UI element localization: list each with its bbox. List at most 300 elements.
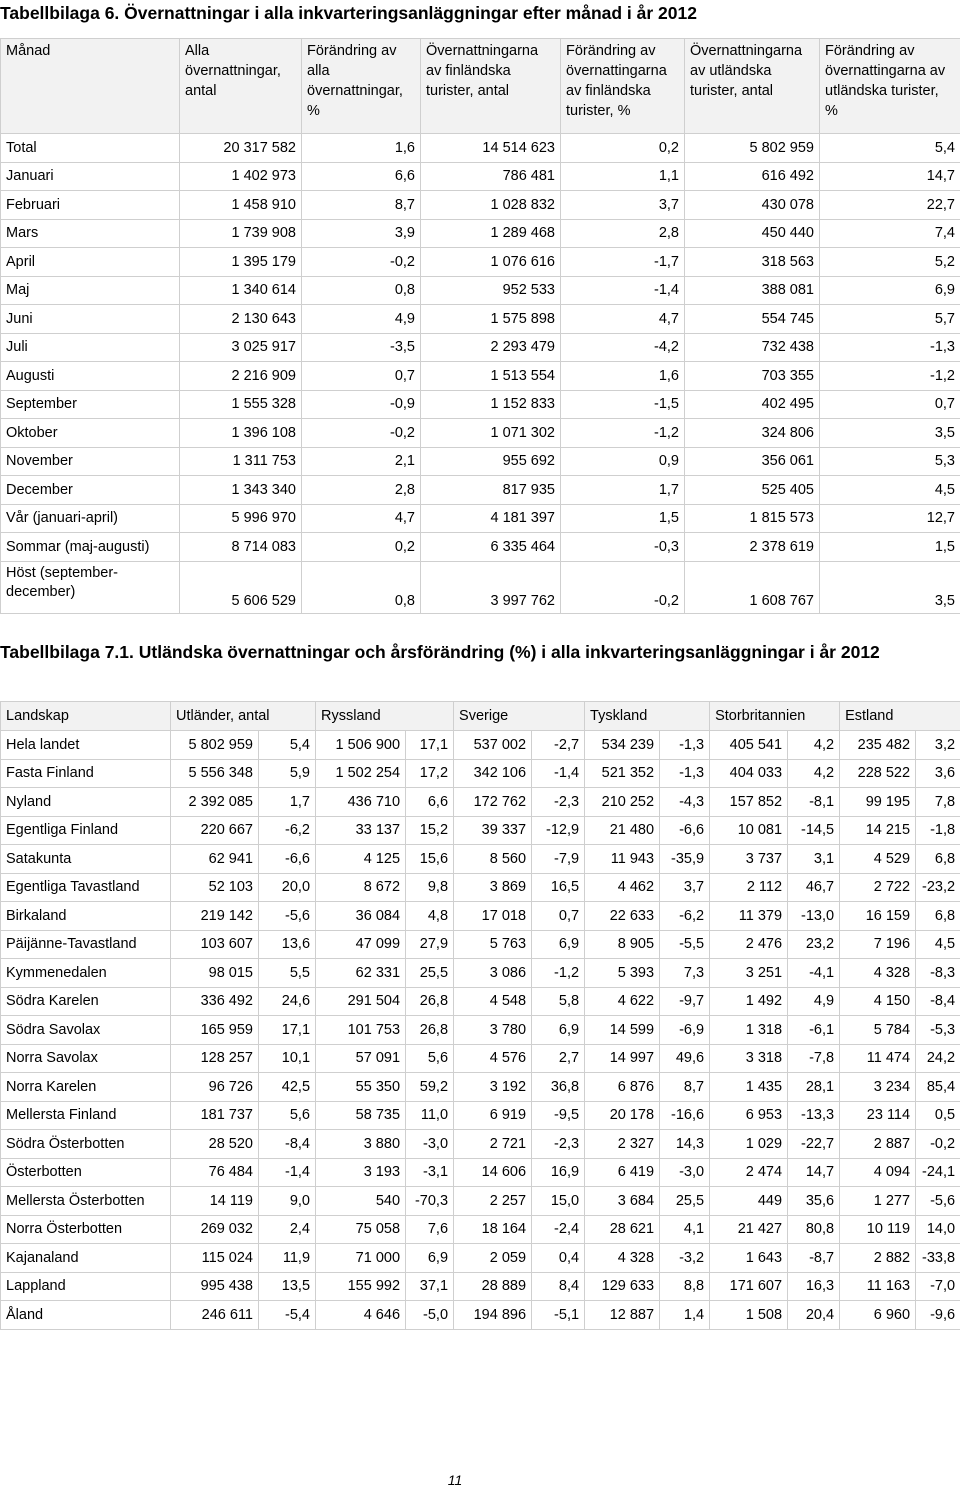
table-cell: 15,6 — [406, 845, 454, 874]
table-cell: 4,5 — [820, 476, 960, 505]
table-cell: 9,0 — [259, 1187, 316, 1216]
table-cell: 1 435 — [710, 1073, 788, 1102]
table-cell: 6 876 — [585, 1073, 660, 1102]
table-cell: -16,6 — [660, 1101, 710, 1130]
table-cell: 3 318 — [710, 1044, 788, 1073]
table-row — [1, 1244, 960, 1273]
table-cell: -5,5 — [660, 930, 710, 959]
table-cell: 24,6 — [259, 987, 316, 1016]
table-cell: 6,8 — [916, 845, 960, 874]
table-cell: 2 722 — [840, 873, 916, 902]
table-cell: 1 575 898 — [421, 305, 561, 334]
table-cell: -7,8 — [788, 1044, 840, 1073]
table-cell: 2 293 479 — [421, 333, 561, 362]
table-cell: 5,5 — [259, 959, 316, 988]
table-cell: -6,6 — [660, 816, 710, 845]
table-cell: 22,7 — [820, 191, 960, 220]
table-cell: 5 802 959 — [171, 731, 259, 760]
table-row — [1, 362, 960, 391]
table-cell: -2,7 — [532, 731, 585, 760]
table-cell: 2 882 — [840, 1244, 916, 1273]
table-row — [1, 1101, 960, 1130]
table-cell: -1,4 — [532, 759, 585, 788]
table-cell: -1,4 — [259, 1158, 316, 1187]
table-cell: 11,0 — [406, 1101, 454, 1130]
row-label: December — [1, 476, 180, 505]
table-cell: 5,2 — [820, 248, 960, 277]
table-cell: -70,3 — [406, 1187, 454, 1216]
table-cell: -9,6 — [916, 1301, 960, 1330]
table-cell: -8,4 — [916, 987, 960, 1016]
table-cell: 2 476 — [710, 930, 788, 959]
table-cell: 17 018 — [454, 902, 532, 931]
table-cell: 4 529 — [840, 845, 916, 874]
column-header: Förändring av övernattingarna av finländska turister, % — [561, 39, 685, 134]
table-cell: -9,5 — [532, 1101, 585, 1130]
table-cell: 1,7 — [259, 788, 316, 817]
table-cell: 1 458 910 — [180, 191, 302, 220]
row-label: Mellersta Finland — [1, 1101, 171, 1130]
table-cell: 1 277 — [840, 1187, 916, 1216]
table-cell: 16 159 — [840, 902, 916, 931]
table-cell: 128 257 — [171, 1044, 259, 1073]
table-row — [1, 504, 960, 533]
table-cell: 14 997 — [585, 1044, 660, 1073]
table2-header-row — [1, 702, 960, 731]
table-cell: 4 094 — [840, 1158, 916, 1187]
row-label: Satakunta — [1, 845, 171, 874]
column-header: Ryssland — [316, 702, 454, 731]
table-cell: 62 331 — [316, 959, 406, 988]
table-cell: 2,8 — [561, 219, 685, 248]
table-row — [1, 248, 960, 277]
table-cell: 4,5 — [916, 930, 960, 959]
table-cell: 0,8 — [302, 276, 421, 305]
table-cell: 955 692 — [421, 447, 561, 476]
table-cell: 155 992 — [316, 1272, 406, 1301]
table-row — [1, 1301, 960, 1330]
row-label: Åland — [1, 1301, 171, 1330]
table-cell: 616 492 — [685, 162, 820, 191]
table-cell: -4,2 — [561, 333, 685, 362]
table-cell: 1,5 — [561, 504, 685, 533]
table-cell: 3 086 — [454, 959, 532, 988]
table-cell: 4 125 — [316, 845, 406, 874]
table-cell: 246 611 — [171, 1301, 259, 1330]
table-cell: -22,7 — [788, 1130, 840, 1159]
table-cell: 336 492 — [171, 987, 259, 1016]
table-row — [1, 1044, 960, 1073]
row-label: Maj — [1, 276, 180, 305]
table-cell: 1 513 554 — [421, 362, 561, 391]
table-cell: 9,8 — [406, 873, 454, 902]
column-header: Alla övernattningar, antal — [180, 39, 302, 134]
table-cell: 2,8 — [302, 476, 421, 505]
table-cell: -6,9 — [660, 1016, 710, 1045]
table-cell: -12,9 — [532, 816, 585, 845]
table-cell: 42,5 — [259, 1073, 316, 1102]
row-label: Norra Savolax — [1, 1044, 171, 1073]
table-row — [1, 902, 960, 931]
table-row — [1, 561, 960, 613]
table-cell: 37,1 — [406, 1272, 454, 1301]
table-cell: -3,0 — [660, 1158, 710, 1187]
table-cell: 35,6 — [788, 1187, 840, 1216]
table-cell: 36 084 — [316, 902, 406, 931]
table-cell: 129 633 — [585, 1272, 660, 1301]
table-cell: 2 130 643 — [180, 305, 302, 334]
table-cell: 8 905 — [585, 930, 660, 959]
table-cell: -5,0 — [406, 1301, 454, 1330]
table-cell: 3 880 — [316, 1130, 406, 1159]
table-cell: 210 252 — [585, 788, 660, 817]
table-cell: 2 112 — [710, 873, 788, 902]
table-cell: 3,5 — [820, 419, 960, 448]
table-cell: 3,1 — [788, 845, 840, 874]
table-row — [1, 305, 960, 334]
table-cell: -0,2 — [302, 419, 421, 448]
table-cell: 22 633 — [585, 902, 660, 931]
table-cell: 219 142 — [171, 902, 259, 931]
table-cell: -3,0 — [406, 1130, 454, 1159]
table-cell: 14 599 — [585, 1016, 660, 1045]
table1-body — [1, 134, 960, 614]
table-cell: -5,6 — [916, 1187, 960, 1216]
table-cell: 1,7 — [561, 476, 685, 505]
table1-header — [1, 39, 960, 134]
table-cell: -5,1 — [532, 1301, 585, 1330]
table-cell: 5,4 — [820, 134, 960, 163]
table-cell: -1,8 — [916, 816, 960, 845]
column-header: Övernattningarna av utländska turister, antal — [685, 39, 820, 134]
table-cell: 2 721 — [454, 1130, 532, 1159]
row-label: Februari — [1, 191, 180, 220]
table-cell: -5,4 — [259, 1301, 316, 1330]
table-cell: 57 091 — [316, 1044, 406, 1073]
row-label: Fasta Finland — [1, 759, 171, 788]
table-cell: -8,1 — [788, 788, 840, 817]
row-label: November — [1, 447, 180, 476]
table-cell: 534 239 — [585, 731, 660, 760]
table-cell: 14,7 — [820, 162, 960, 191]
table-cell: 5,6 — [259, 1101, 316, 1130]
table-cell: 4,2 — [788, 731, 840, 760]
table-cell: 115 024 — [171, 1244, 259, 1273]
table-cell: 430 078 — [685, 191, 820, 220]
table-cell: -1,4 — [561, 276, 685, 305]
table-cell: 404 033 — [710, 759, 788, 788]
table-cell: -2,3 — [532, 1130, 585, 1159]
table-cell: 14 514 623 — [421, 134, 561, 163]
table-cell: 171 607 — [710, 1272, 788, 1301]
table-cell: 6,8 — [916, 902, 960, 931]
table2-title: Tabellbilaga 7.1. Utländska övernattningar och årsförändring (%) i alla inkvarteringsanläggningar i år 2012 — [0, 642, 880, 662]
table-cell: 46,7 — [788, 873, 840, 902]
table-cell: 85,4 — [916, 1073, 960, 1102]
table-cell: 4 150 — [840, 987, 916, 1016]
table-cell: 2 059 — [454, 1244, 532, 1273]
table-row — [1, 873, 960, 902]
table-cell: 1 402 973 — [180, 162, 302, 191]
table-cell: 4,9 — [302, 305, 421, 334]
table-cell: 0,2 — [302, 533, 421, 562]
row-label: Österbotten — [1, 1158, 171, 1187]
table-cell: 0,7 — [302, 362, 421, 391]
table-cell: 13,6 — [259, 930, 316, 959]
table-cell: 11 474 — [840, 1044, 916, 1073]
table-cell: 1,6 — [302, 134, 421, 163]
row-label: Total — [1, 134, 180, 163]
foreign-overnights-by-region-table — [0, 701, 960, 1330]
table-cell: -1,3 — [660, 731, 710, 760]
table-cell: 3 193 — [316, 1158, 406, 1187]
table-row — [1, 759, 960, 788]
table-row — [1, 219, 960, 248]
table-cell: 26,8 — [406, 1016, 454, 1045]
table-cell: 4 328 — [840, 959, 916, 988]
table-cell: 8 672 — [316, 873, 406, 902]
table-cell: 1 076 616 — [421, 248, 561, 277]
table-row — [1, 476, 960, 505]
table-cell: 1 396 108 — [180, 419, 302, 448]
column-header: Förändring av övernattingarna av utländska turister, % — [820, 39, 960, 134]
table-cell: 14 606 — [454, 1158, 532, 1187]
table-cell: 3,2 — [916, 731, 960, 760]
table-cell: 98 015 — [171, 959, 259, 988]
table-cell: 49,6 — [660, 1044, 710, 1073]
table-cell: 6,6 — [302, 162, 421, 191]
table-cell: 6 419 — [585, 1158, 660, 1187]
table-cell: 28,1 — [788, 1073, 840, 1102]
table-cell: 71 000 — [316, 1244, 406, 1273]
row-label: Päijänne-Tavastland — [1, 930, 171, 959]
table-cell: 24,2 — [916, 1044, 960, 1073]
table-cell: 47 099 — [316, 930, 406, 959]
table-cell: -1,5 — [561, 390, 685, 419]
table-cell: 165 959 — [171, 1016, 259, 1045]
table-cell: 1 028 832 — [421, 191, 561, 220]
table-cell: -35,9 — [660, 845, 710, 874]
table-cell: 5,7 — [820, 305, 960, 334]
table-row — [1, 987, 960, 1016]
table-cell: 3,6 — [916, 759, 960, 788]
table-row — [1, 1215, 960, 1244]
table-cell: 1 071 302 — [421, 419, 561, 448]
table-cell: 13,5 — [259, 1272, 316, 1301]
table-cell: 2 392 085 — [171, 788, 259, 817]
table-cell: 2 474 — [710, 1158, 788, 1187]
table-cell: 3,7 — [660, 873, 710, 902]
table-cell: 1,5 — [820, 533, 960, 562]
table-cell: 2,7 — [532, 1044, 585, 1073]
row-label: September — [1, 390, 180, 419]
table-cell: 75 058 — [316, 1215, 406, 1244]
row-label: Norra Karelen — [1, 1073, 171, 1102]
table-cell: 10 081 — [710, 816, 788, 845]
table-cell: 20,0 — [259, 873, 316, 902]
row-label: Birkaland — [1, 902, 171, 931]
table-cell: 5,9 — [259, 759, 316, 788]
table-cell: 6,6 — [406, 788, 454, 817]
table-cell: 5 763 — [454, 930, 532, 959]
column-header: Utländer, antal — [171, 702, 316, 731]
table-row — [1, 533, 960, 562]
table-cell: 99 195 — [840, 788, 916, 817]
table-cell: 4 646 — [316, 1301, 406, 1330]
table-cell: -4,3 — [660, 788, 710, 817]
row-label: Oktober — [1, 419, 180, 448]
table-cell: 450 440 — [685, 219, 820, 248]
table-cell: -6,2 — [660, 902, 710, 931]
table-cell: 1 318 — [710, 1016, 788, 1045]
table-cell: -6,1 — [788, 1016, 840, 1045]
table-row — [1, 333, 960, 362]
table-row — [1, 390, 960, 419]
table-cell: 23 114 — [840, 1101, 916, 1130]
table-cell: 1 311 753 — [180, 447, 302, 476]
table-cell: 786 481 — [421, 162, 561, 191]
column-header: Månad — [1, 39, 180, 134]
table-cell: -0,2 — [561, 561, 685, 613]
table-cell: 17,1 — [406, 731, 454, 760]
row-label: Vår (januari-april) — [1, 504, 180, 533]
table-cell: 8,7 — [302, 191, 421, 220]
table-cell: 4,1 — [660, 1215, 710, 1244]
row-label: Egentliga Tavastland — [1, 873, 171, 902]
table-cell: 3 192 — [454, 1073, 532, 1102]
table-cell: 0,9 — [561, 447, 685, 476]
table-cell: -0,2 — [916, 1130, 960, 1159]
table-cell: 5,8 — [532, 987, 585, 1016]
table-cell: -24,1 — [916, 1158, 960, 1187]
table-cell: 26,8 — [406, 987, 454, 1016]
table-cell: 4 548 — [454, 987, 532, 1016]
table-cell: 817 935 — [421, 476, 561, 505]
table-cell: -5,6 — [259, 902, 316, 931]
row-label: Kajanaland — [1, 1244, 171, 1273]
row-label: Juni — [1, 305, 180, 334]
table-row — [1, 419, 960, 448]
table-cell: 1 608 767 — [685, 561, 820, 613]
table-cell: 6,9 — [406, 1244, 454, 1273]
table-row — [1, 276, 960, 305]
table-cell: 3 684 — [585, 1187, 660, 1216]
table-cell: 20,4 — [788, 1301, 840, 1330]
table-cell: -0,3 — [561, 533, 685, 562]
table-cell: 8,4 — [532, 1272, 585, 1301]
table-cell: 14,3 — [660, 1130, 710, 1159]
row-label: Södra Karelen — [1, 987, 171, 1016]
table-cell: 1,6 — [561, 362, 685, 391]
row-label: Juli — [1, 333, 180, 362]
column-header: Tyskland — [585, 702, 710, 731]
column-header: Estland — [840, 702, 960, 731]
table-cell: 181 737 — [171, 1101, 259, 1130]
table1-header-row — [1, 39, 960, 134]
table-cell: -33,8 — [916, 1244, 960, 1273]
table-cell: 16,9 — [532, 1158, 585, 1187]
table-row — [1, 1158, 960, 1187]
table-cell: 3 997 762 — [421, 561, 561, 613]
table-cell: 1 739 908 — [180, 219, 302, 248]
table-cell: 3,9 — [302, 219, 421, 248]
table-cell: 194 896 — [454, 1301, 532, 1330]
table-cell: 1 506 900 — [316, 731, 406, 760]
table-cell: 0,4 — [532, 1244, 585, 1273]
table-cell: 6 960 — [840, 1301, 916, 1330]
table-cell: 76 484 — [171, 1158, 259, 1187]
table-cell: 537 002 — [454, 731, 532, 760]
table-cell: 5 784 — [840, 1016, 916, 1045]
table-cell: 3,7 — [561, 191, 685, 220]
table-cell: -8,3 — [916, 959, 960, 988]
table-cell: 3,5 — [820, 561, 960, 613]
row-label: Egentliga Finland — [1, 816, 171, 845]
row-label: Norra Österbotten — [1, 1215, 171, 1244]
table-cell: 554 745 — [685, 305, 820, 334]
table-cell: -8,7 — [788, 1244, 840, 1273]
table-cell: 995 438 — [171, 1272, 259, 1301]
table-row — [1, 447, 960, 476]
table-cell: 2 378 619 — [685, 533, 820, 562]
table-row — [1, 731, 960, 760]
table-cell: 4 181 397 — [421, 504, 561, 533]
table-cell: 4,2 — [788, 759, 840, 788]
table-cell: 540 — [316, 1187, 406, 1216]
table-cell: 318 563 — [685, 248, 820, 277]
table-cell: 20 178 — [585, 1101, 660, 1130]
table-cell: 388 081 — [685, 276, 820, 305]
row-label: Södra Savolax — [1, 1016, 171, 1045]
table-cell: 6 335 464 — [421, 533, 561, 562]
table-cell: 2 327 — [585, 1130, 660, 1159]
table-cell: -14,5 — [788, 816, 840, 845]
row-label: Augusti — [1, 362, 180, 391]
table-cell: 27,9 — [406, 930, 454, 959]
table-cell: 2 887 — [840, 1130, 916, 1159]
column-header: Övernattningarna av finländska turister, antal — [421, 39, 561, 134]
table-cell: 1 815 573 — [685, 504, 820, 533]
row-label: Södra Österbotten — [1, 1130, 171, 1159]
table-cell: 36,8 — [532, 1073, 585, 1102]
table-cell: 0,5 — [916, 1101, 960, 1130]
table-cell: 1 343 340 — [180, 476, 302, 505]
table-cell: 1 395 179 — [180, 248, 302, 277]
table-cell: 356 061 — [685, 447, 820, 476]
table-cell: 11 943 — [585, 845, 660, 874]
table-cell: 2,1 — [302, 447, 421, 476]
table-cell: -1,3 — [820, 333, 960, 362]
table-cell: 4,7 — [302, 504, 421, 533]
table-cell: 20 317 582 — [180, 134, 302, 163]
table-cell: 16,5 — [532, 873, 585, 902]
table-cell: 342 106 — [454, 759, 532, 788]
table-cell: 33 137 — [316, 816, 406, 845]
table-cell: 14 215 — [840, 816, 916, 845]
row-label: Hela landet — [1, 731, 171, 760]
table-cell: -3,5 — [302, 333, 421, 362]
table-cell: 4 622 — [585, 987, 660, 1016]
table-cell: 4 576 — [454, 1044, 532, 1073]
table-cell: 235 482 — [840, 731, 916, 760]
table-cell: 8,8 — [660, 1272, 710, 1301]
column-header: Landskap — [1, 702, 171, 731]
table-cell: 11,9 — [259, 1244, 316, 1273]
table-cell: 4 328 — [585, 1244, 660, 1273]
table-cell: 2 216 909 — [180, 362, 302, 391]
table-cell: 18 164 — [454, 1215, 532, 1244]
table-cell: 3 737 — [710, 845, 788, 874]
